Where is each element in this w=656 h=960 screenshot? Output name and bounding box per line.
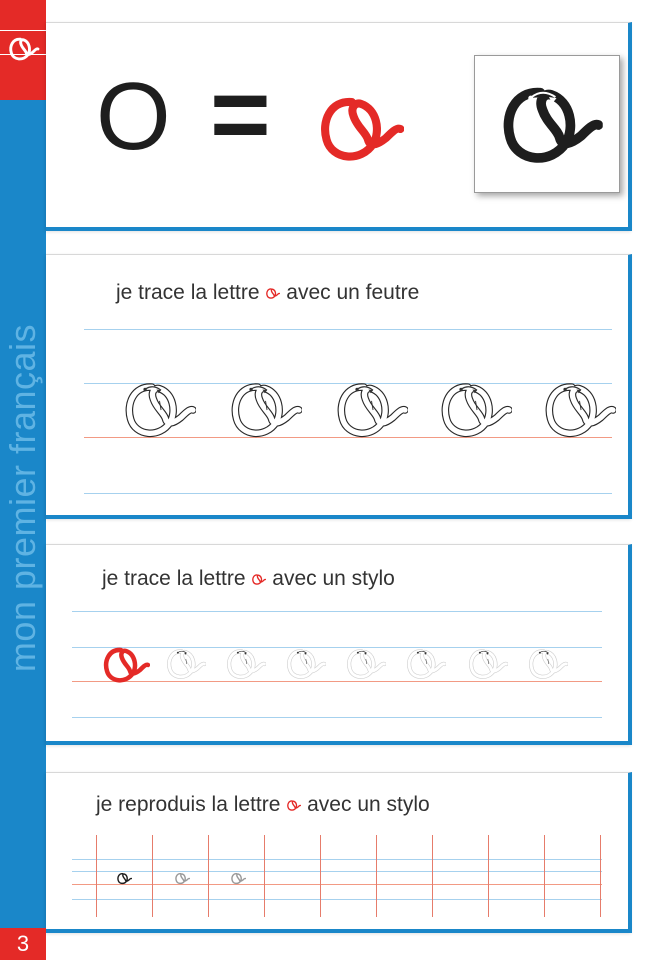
exercise-2-title: je trace la lettre avec un stylo bbox=[102, 567, 395, 590]
letter-o-stroke-order-icon bbox=[493, 82, 605, 168]
exercise-3-title: je reproduis la lettre avec un stylo bbox=[96, 793, 430, 816]
traced-letter bbox=[526, 647, 568, 681]
print-letter: O bbox=[96, 63, 171, 170]
traced-letter bbox=[332, 379, 408, 441]
script-o-icon bbox=[265, 287, 280, 300]
script-o-icon bbox=[314, 93, 404, 165]
traced-letter bbox=[466, 647, 508, 681]
traced-letter bbox=[226, 379, 302, 441]
traced-letter bbox=[224, 647, 266, 681]
traced-letter bbox=[404, 647, 446, 681]
model-letter bbox=[116, 872, 132, 885]
stroke-order-card bbox=[474, 55, 620, 193]
sidebar bbox=[0, 0, 46, 960]
traced-letter bbox=[164, 647, 206, 681]
traced-letter bbox=[120, 379, 196, 441]
exercise-3-panel bbox=[46, 772, 632, 933]
traced-letter bbox=[436, 379, 512, 441]
model-letter-faded bbox=[230, 872, 246, 885]
script-o-icon bbox=[251, 573, 266, 586]
exercise-1-panel bbox=[46, 254, 632, 519]
page-number: 3 bbox=[0, 928, 46, 960]
letter-o-script-icon bbox=[4, 36, 42, 62]
letter-tab bbox=[0, 0, 46, 100]
model-letter-faded bbox=[174, 872, 190, 885]
traced-letter bbox=[284, 647, 326, 681]
traced-letter bbox=[540, 379, 616, 441]
equals-sign: = bbox=[210, 57, 271, 173]
exercise-1-title: je trace la lettre avec un feutre bbox=[116, 281, 420, 304]
script-o-icon bbox=[286, 799, 301, 812]
header-panel bbox=[46, 22, 632, 231]
book-title: mon premier français bbox=[2, 323, 43, 673]
exercise-2-panel bbox=[46, 544, 632, 745]
model-letter bbox=[100, 645, 150, 685]
traced-letter bbox=[344, 647, 386, 681]
